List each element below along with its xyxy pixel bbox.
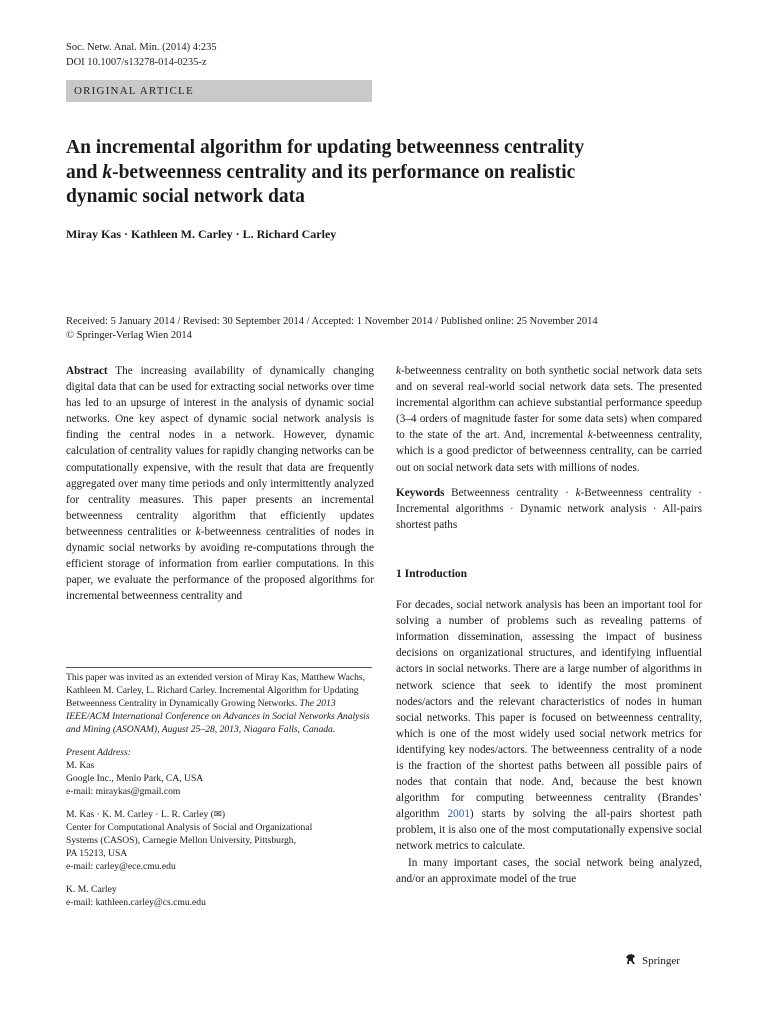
abstract-text: -betweenness centrality on both synthetic social network data sets and on several real-world social network data sets. The presented incremental algorithm can achieve substantial performance speedup (3–4 orders of magnitude faster for some data sets) when compared to the state of the art. And, incremental <box>396 365 702 442</box>
doi[interactable]: DOI 10.1007/s13278-014-0235-z <box>66 57 207 68</box>
present-address-label <box>66 746 374 759</box>
keywords-text: Betweenness centrality · <box>444 486 576 499</box>
title-text: -betweenness centrality and its performance on realistic <box>112 161 576 183</box>
copyright: © Springer-Verlag Wien 2014 <box>66 330 192 341</box>
affiliation-line-1: Center for Computational Analysis of Social and Organizational <box>66 822 313 833</box>
abstract-text: -betweenness centrality, which is a good predictor of betweenness centrality, can be carried out on social network data sets with millions of nodes. <box>396 429 703 474</box>
affiliation-line-3: PA 15213, USA <box>66 848 128 859</box>
present-email[interactable]: e-mail: miraykas@gmail.com <box>66 786 181 797</box>
section-heading-introduction: 1 Introduction <box>396 567 468 580</box>
history-dates: Received: 5 January 2014 / Revised: 30 September 2014 / Accepted: 1 November 2014 / Published online: 25 November 2014 <box>66 316 598 327</box>
journal-citation: Soc. Netw. Anal. Min. (2014) 4:235 <box>66 42 217 53</box>
footnote-divider <box>66 667 372 668</box>
title-line-1: An incremental algorithm for updating betweenness centrality <box>66 137 585 158</box>
publication-dates <box>66 315 706 343</box>
abstract-text: The increasing availability of dynamically changing digital data that can be used for extracting social networks over time has led to an upsurge of interest in the analysis of dynamic social networks. One key aspect of dynamic social network analysis is finding the central nodes in a network. However, dynamic calculation of centrality values for rapidly changing networks can be computationally expensive, with the result that data are frequently aggregated over many time periods and only intermittently analyzed for centrality measures. This paper presents an incremental betweenness centrality algorithm that efficiently updates betweenness centralities or <box>66 365 374 538</box>
keywords-text: -Betweenness centrality · Incremental algorithms · Dynamic network analysis · All-pairs shortest paths <box>396 486 703 531</box>
intro-paragraph-1 <box>396 597 702 855</box>
publisher-name: Springer <box>642 954 680 967</box>
journal-header <box>66 40 217 70</box>
intro-paragraph-2: In many important cases, the social network being analyzed, and/or an approximate model of the true <box>396 856 702 885</box>
abstract-k: k <box>396 365 401 377</box>
abstract-paragraph <box>66 363 374 604</box>
abstract-k: k <box>195 525 201 538</box>
springer-horse-icon <box>624 952 638 969</box>
present-address-heading: Present Address: <box>66 747 131 758</box>
footnote-text: This paper was invited as an extended version of Miray Kas, Matthew Wachs, Kathleen M. Carley, L. Richard Carley. Incremental Algorithm for Updating Betweenness Centrality in Dynamically Growing Networks. <box>66 672 366 709</box>
paper-title <box>66 136 666 210</box>
publisher-mark <box>624 952 680 969</box>
abstract-text: -betweenness centralities of nodes in dynamic social networks by avoiding re-computations through the efficient storage of information from earlier computations. In this paper, we evaluate the performance of the proposed algorithms for incremental betweenness centrality and <box>66 525 374 603</box>
author-list: Miray Kas · Kathleen M. Carley · L. Richard Carley <box>66 227 337 241</box>
keywords-label: Keywords <box>396 486 445 499</box>
title-line-2 <box>66 161 666 186</box>
invited-note <box>66 671 374 736</box>
title-text: and <box>66 161 103 183</box>
right-column <box>396 363 702 887</box>
keywords <box>396 485 702 533</box>
kc-name: K. M. Carley <box>66 884 117 895</box>
affiliation-line-2: Systems (CASOS), Carnegie Mellon University, Pittsburgh, <box>66 835 296 846</box>
keywords-k: k <box>575 486 581 499</box>
corresponding-email[interactable]: e-mail: carley@ece.cmu.edu <box>66 861 176 872</box>
abstract-label: Abstract <box>66 365 108 377</box>
abstract-column-left <box>66 363 374 604</box>
citation-link[interactable]: 2001 <box>447 808 470 821</box>
footnote-italic: The 2013 IEEE/ACM International Conference on Advances in Social Networks Analysis and Mining (ASONAM), August 25–28, 2013, Niagara Falls, Canada. <box>66 698 370 735</box>
corresponding-authors: M. Kas · K. M. Carley · L. R. Carley (✉) <box>66 809 226 820</box>
present-org: Google Inc., Menlo Park, CA, USA <box>66 773 204 784</box>
footnotes <box>66 671 374 909</box>
kc-email[interactable]: e-mail: kathleen.carley@cs.cmu.edu <box>66 897 206 908</box>
present-name: M. Kas <box>66 760 95 771</box>
article-type-banner: ORIGINAL ARTICLE <box>66 80 372 102</box>
abstract-k: k <box>587 429 593 442</box>
intro-text: For decades, social network analysis has been an important tool for solving a number of problems such as revealing patterns of information dissemination, assessing the impact of business decisions on organizational structures, and identifying influential actors in social networks. There are a large number of algorithms in network science that seek to identify the most prominent nodes/actors and the relevant characteristics of nodes in human social networks. This paper is focused on betweenness centrality, which is one of the most widely used social network metrics for identifying key nodes/actors. The betweenness centrality of a node is the fraction of the shortest paths between all possible pairs of nodes that contain that node. And, because the best known algorithm for computing betweenness centrality (Brandes’ algorithm <box>396 599 702 821</box>
title-k-italic: k <box>102 161 113 183</box>
title-line-3: dynamic social network data <box>66 186 305 207</box>
abstract-continuation <box>396 363 702 476</box>
intro-text: ) starts by solving the all-pairs shortest path problem, it is also one of the most computationally expensive social network metrics to calculate. <box>396 808 703 853</box>
